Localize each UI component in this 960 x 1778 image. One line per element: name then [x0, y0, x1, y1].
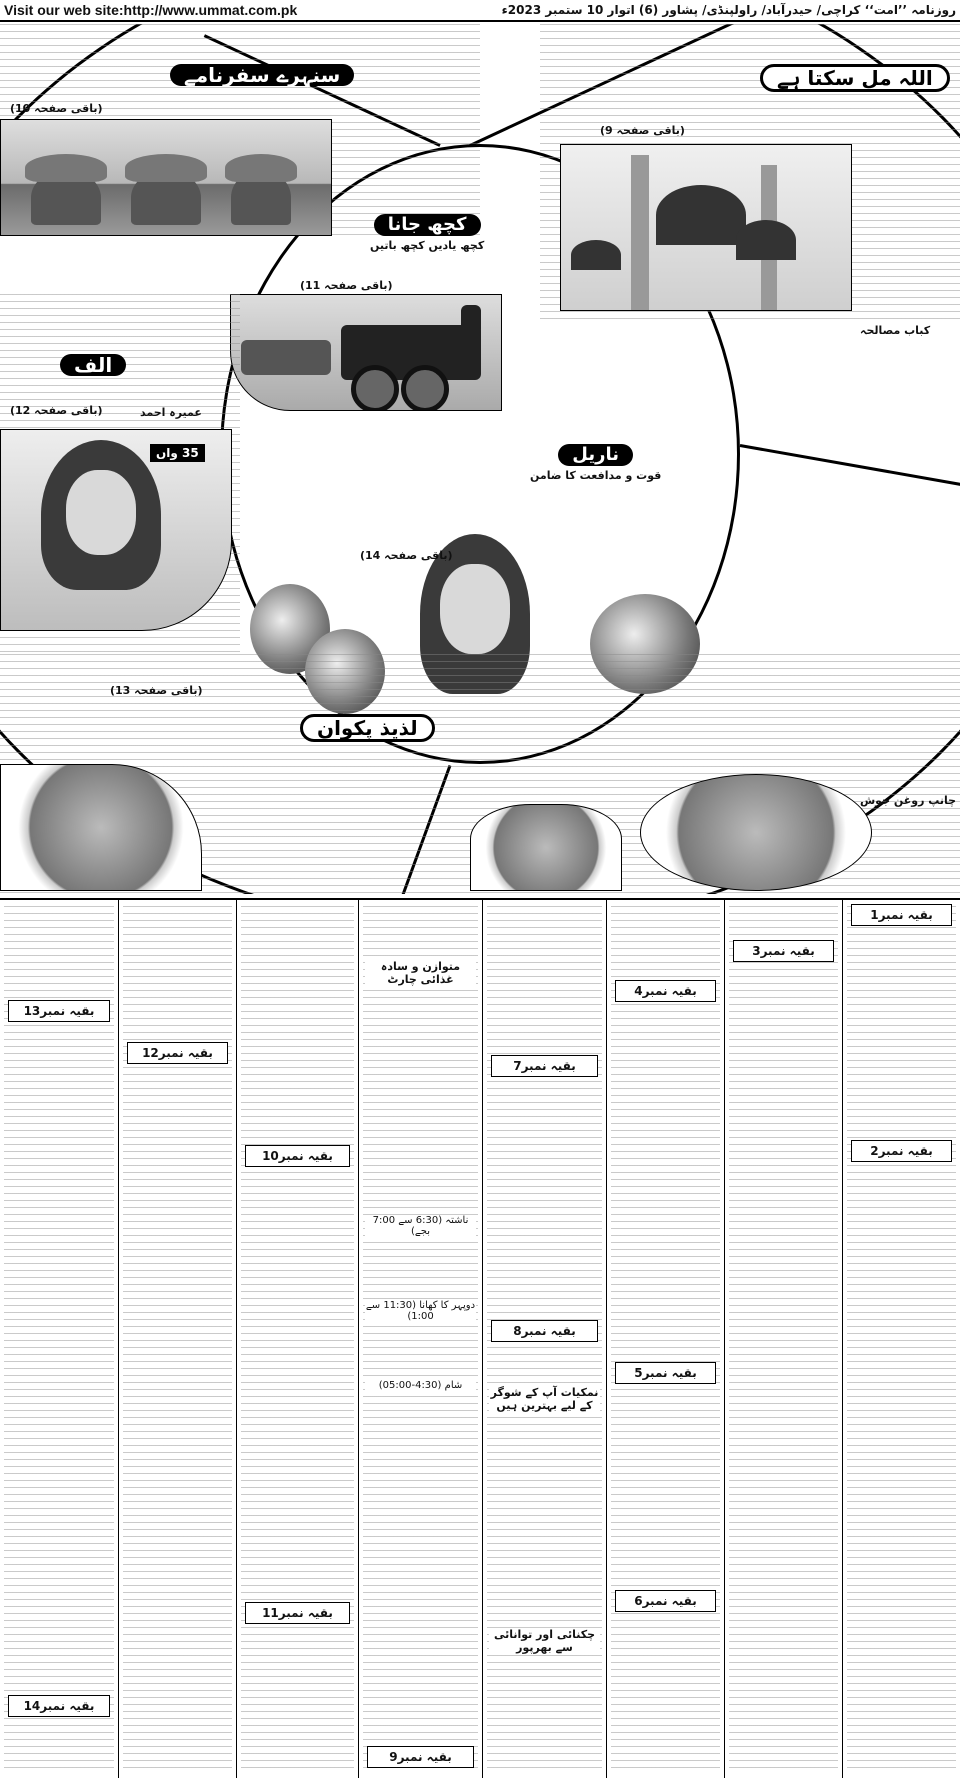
- column: [236, 900, 358, 1778]
- food-heading: چکنائی اور توانائی سے بھرپور: [489, 1628, 600, 1654]
- continuation-heading: بقیہ نمبر11: [245, 1602, 350, 1624]
- column: [606, 900, 724, 1778]
- continuation-heading: بقیہ نمبر2: [851, 1140, 952, 1162]
- story-section: [0, 294, 240, 654]
- website-link[interactable]: Visit our web site:http://www.ummat.com.pk: [4, 2, 298, 18]
- continuation-heading: بقیہ نمبر5: [615, 1362, 716, 1384]
- continuation-heading: بقیہ نمبر6: [615, 1590, 716, 1612]
- column: [0, 900, 118, 1778]
- continuation-heading: بقیہ نمبر12: [127, 1042, 228, 1064]
- continuation-heading: بقیہ نمبر4: [615, 980, 716, 1002]
- dateline: روزنامہ ’’امت‘‘ کراچی/ حیدرآباد/ راولپنڈی/ پشاور (6) اتوار 10 ستمبر 2023ء: [501, 3, 956, 17]
- chops-photo: [640, 774, 872, 891]
- trivia-title: کچھ جانا: [374, 214, 481, 236]
- diet-time: شام (4:30-05:00): [365, 1380, 476, 1391]
- train-photo: [230, 294, 502, 411]
- continuations-section: [0, 898, 960, 1778]
- kitchen-section: [0, 654, 960, 894]
- continuation-heading: بقیہ نمبر1: [851, 904, 952, 926]
- chops-heading: چانپ روغن جوش: [860, 794, 957, 807]
- trivia-subtitle: کچھ یادیں کچھ باتیں: [370, 239, 485, 252]
- continuation-heading: بقیہ نمبر10: [245, 1145, 350, 1167]
- coconut-caption: (باقی صفحہ 14): [360, 549, 453, 562]
- snack-heading: نمکیات آپ کے شوگر کے لیے بہترین ہیں: [490, 1386, 599, 1412]
- coconut-title: ناریل: [558, 444, 633, 466]
- travel-title: سنہرے سفرنامے: [170, 64, 354, 86]
- column: [724, 900, 842, 1778]
- kitchen-caption: (باقی صفحہ 13): [110, 684, 203, 697]
- diet-time: دوپہر کا کھانا (11:30 سے 1:00): [365, 1300, 476, 1322]
- diet-chart-title: متوازن و سادہ غذائی چارٹ: [365, 960, 476, 986]
- story-title: الف: [60, 354, 126, 376]
- trivia-section: [230, 144, 610, 414]
- continuation-heading: بقیہ نمبر7: [491, 1055, 598, 1077]
- continuation-heading: بقیہ نمبر3: [733, 940, 834, 962]
- column: [842, 900, 960, 1778]
- story-caption: (باقی صفحہ 12): [10, 404, 103, 417]
- magazine-wheel: [0, 24, 960, 894]
- continuation-heading: بقیہ نمبر9: [367, 1746, 474, 1768]
- page-header: [0, 0, 960, 22]
- kitchen-title: لذیذ پکوان: [300, 714, 435, 742]
- story-author: عمیرہ احمد: [140, 406, 202, 419]
- column: [118, 900, 236, 1778]
- diet-time: ناشتہ (6:30 سے 7:00 بجے): [365, 1215, 476, 1237]
- column: [482, 900, 606, 1778]
- coconut-subtitle: قوت و مدافعت کا ضامن: [530, 469, 662, 482]
- column: [358, 900, 482, 1778]
- trivia-caption: (باقی صفحہ 11): [300, 279, 393, 292]
- travel-caption: (باقی صفحہ 10): [10, 102, 103, 115]
- continuation-heading: بقیہ نمبر14: [8, 1695, 110, 1717]
- curry-photo: [470, 804, 622, 891]
- continuation-heading: بقیہ نمبر8: [491, 1320, 598, 1342]
- continuation-heading: بقیہ نمبر13: [8, 1000, 110, 1022]
- kabab-heading: کباب مصالحہ: [860, 324, 931, 337]
- faith-title: اللہ مل سکتا ہے: [760, 64, 950, 92]
- story-episode: 35 واں: [150, 444, 205, 462]
- faith-caption: (باقی صفحہ 9): [600, 124, 685, 137]
